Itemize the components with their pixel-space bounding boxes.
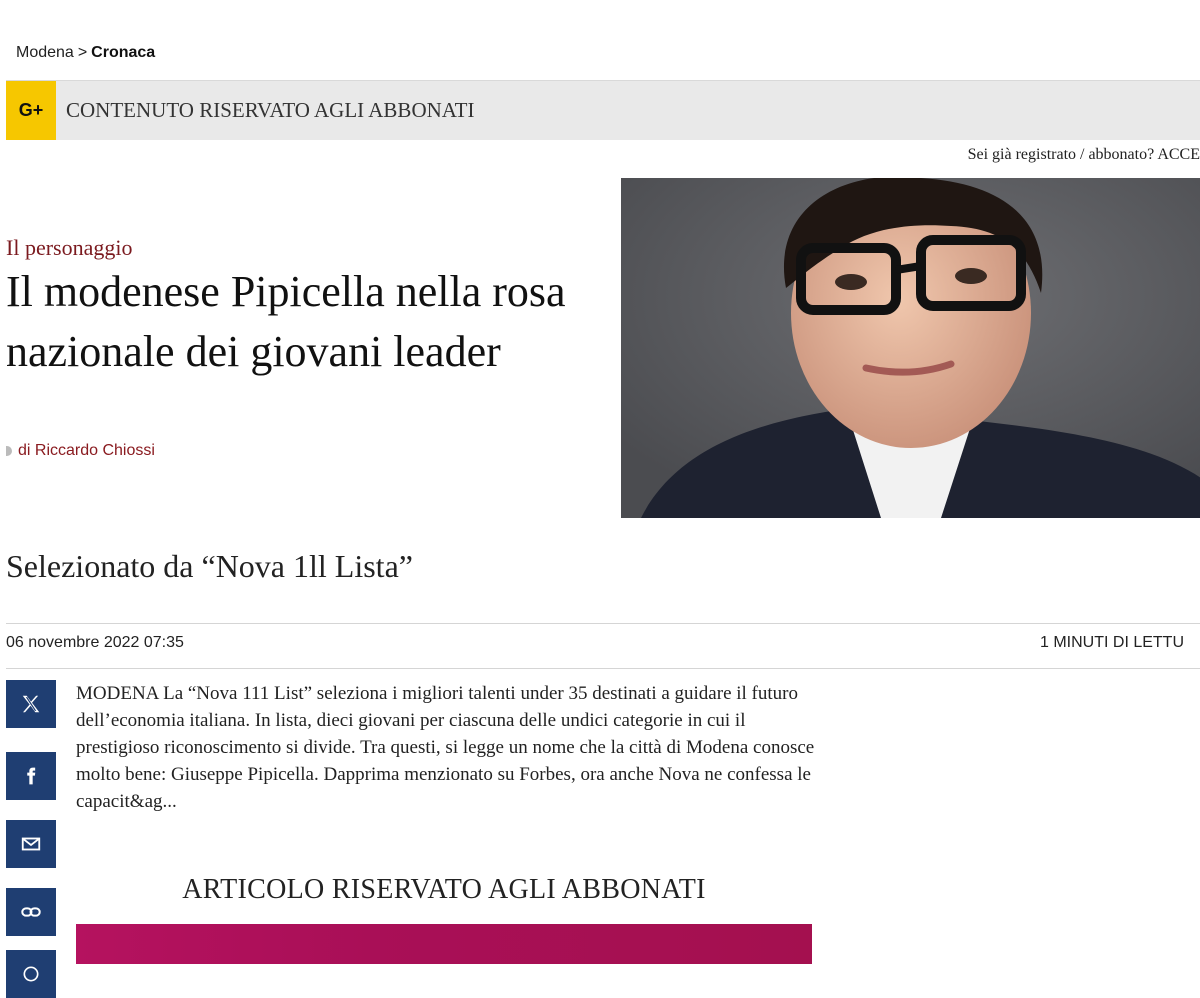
facebook-icon bbox=[21, 766, 41, 786]
article-body: MODENA La “Nova 111 List” seleziona i migliori talenti under 35 destinati a guidare il futuro dell’economia italiana. In lista, dieci giovani per ciascuna delle undici categorie in cui il prestigioso riconoscimento si divide. Tra questi, si legge un nome che la città di Modena conosce molto bene: Giuseppe Pipicella. Dapprima menzionato su Forbes, ora anche Nova ne confessa le capacit&ag... bbox=[76, 683, 815, 812]
meta-divider-bottom bbox=[6, 668, 1200, 669]
author-link[interactable]: di Riccardo Chiossi bbox=[18, 442, 155, 459]
share-link-button[interactable] bbox=[6, 888, 56, 936]
meta-divider-top bbox=[6, 623, 1200, 624]
whatsapp-icon bbox=[21, 964, 41, 984]
reserved-article-heading: ARTICOLO RISERVATO AGLI ABBONATI bbox=[182, 874, 706, 905]
mail-icon bbox=[20, 833, 42, 855]
article-photo bbox=[621, 178, 1200, 518]
premium-content-label: CONTENUTO RISERVATO AGLI ABBONATI bbox=[66, 98, 475, 122]
share-whatsapp-button[interactable] bbox=[6, 950, 56, 998]
article-kicker: Il personaggio bbox=[6, 235, 133, 260]
article-date: 06 novembre 2022 07:35 bbox=[6, 634, 184, 651]
breadcrumb-parent-link[interactable]: Modena bbox=[16, 44, 74, 61]
breadcrumb-current-link[interactable]: Cronaca bbox=[91, 44, 156, 61]
subscription-promo-banner[interactable] bbox=[76, 924, 812, 964]
login-prompt-link[interactable]: Sei già registrato / abbonato? ACCE bbox=[967, 146, 1200, 163]
breadcrumb bbox=[16, 44, 155, 62]
share-x-button[interactable] bbox=[6, 680, 56, 728]
share-mail-button[interactable] bbox=[6, 820, 56, 868]
x-icon bbox=[20, 693, 42, 715]
reading-time: 1 MINUTI DI LETTU bbox=[1040, 634, 1185, 651]
link-icon bbox=[20, 901, 42, 923]
breadcrumb-separator: > bbox=[77, 44, 88, 61]
article-subtitle: Selezionato da “Nova 1ll Lista” bbox=[6, 548, 413, 584]
byline-marker-icon bbox=[6, 446, 12, 456]
article-title: Il modenese Pipicella nella rosa nazionale dei giovani leader bbox=[6, 267, 566, 376]
premium-content-bar bbox=[6, 80, 1200, 140]
gplus-badge: G+ bbox=[6, 81, 56, 140]
article-byline bbox=[6, 442, 155, 460]
share-facebook-button[interactable] bbox=[6, 752, 56, 800]
